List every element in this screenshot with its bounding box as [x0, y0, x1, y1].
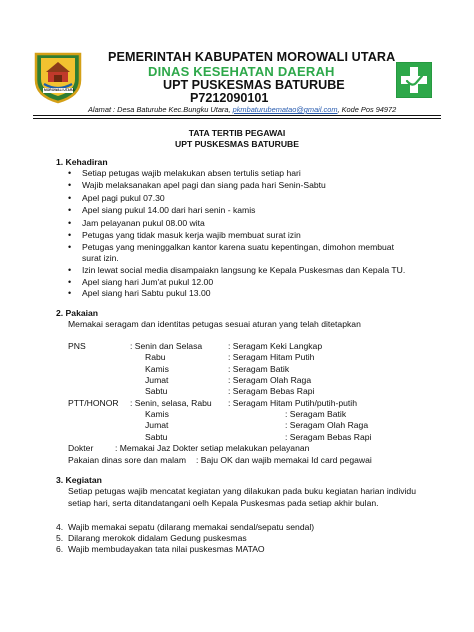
list-item-continued: surat izin.: [82, 253, 119, 263]
header-code: P7212090101: [190, 91, 269, 105]
ptt-day: : Senin, selasa, Rabu: [130, 398, 212, 408]
list-item: Apel siang hari Jum'at pukul 12.00: [82, 277, 214, 287]
bullet-icon: •: [68, 242, 72, 252]
kegiatan-paragraph: Setiap petugas wajib mencatat kegiatan yang dilakukan pada buku kegiatan harian individu setiap hari, serta ditandatangani oelh Kepala Puskesmas pada setiap akhir bulan.: [68, 486, 416, 508]
section-kegiatan-heading: 3. Kegiatan: [56, 475, 102, 485]
ptt-uniform: : Seragam Bebas Rapi: [285, 432, 372, 442]
sore-text: : Baju OK dan wajib memakai Id card pegawai: [196, 455, 372, 465]
pns-uniform: : Seragam Hitam Putih: [228, 352, 315, 362]
header-department: DINAS KESEHATAN DAERAH: [148, 64, 335, 79]
list-item: Apel pagi pukul 07.30: [82, 193, 165, 203]
pns-uniform: : Seragam Bebas Rapi: [228, 386, 315, 396]
list-item: Apel siang pukul 14.00 dari hari senin - kamis: [82, 205, 256, 215]
list-item: Setiap petugas wajib melakukan absen tertulis setiap hari: [82, 168, 301, 178]
rule-text: Wajib memakai sepatu (dilarang memakai sendal/sepatu sendal): [68, 522, 315, 532]
bullet-icon: •: [68, 218, 72, 228]
pns-day: : Senin dan Selasa: [130, 341, 203, 351]
pns-day: Kamis: [145, 364, 169, 374]
dokter-label: Dokter: [68, 443, 94, 453]
rule-number: 5.: [56, 533, 64, 543]
ptt-day: Sabtu: [145, 432, 168, 442]
header-government: PEMERINTAH KABUPATEN MOROWALI UTARA: [108, 50, 396, 64]
sore-label: Pakaian dinas sore dan malam: [68, 455, 186, 465]
list-item: Petugas yang tidak masuk kerja wajib membuat surat izin: [82, 230, 301, 240]
pns-label: PNS: [68, 341, 86, 351]
address-email-link[interactable]: pkmbaturubematao@gmail.com: [232, 105, 338, 114]
rule-number: 6.: [56, 544, 64, 554]
pns-uniform: : Seragam Batik: [228, 364, 290, 374]
pns-day: Sabtu: [145, 386, 168, 396]
document-title: TATA TERTIB PEGAWAI: [188, 128, 286, 138]
section-kehadiran-heading: 1. Kehadiran: [56, 157, 108, 167]
ptt-uniform: : Seragam Hitam Putih/putih-putih: [228, 398, 357, 408]
letterhead-divider: [33, 115, 441, 116]
section-pakaian-heading: 2. Pakaian: [56, 308, 99, 318]
document-subtitle: UPT PUSKESMAS BATURUBE: [175, 139, 299, 149]
ptt-label: PTT/HONOR: [68, 398, 119, 408]
health-cross-logo: [396, 62, 432, 98]
ptt-day: Jumat: [145, 420, 169, 430]
bullet-icon: •: [68, 277, 72, 287]
bullet-icon: •: [68, 230, 72, 240]
header-puskesmas: UPT PUSKESMAS BATURUBE: [163, 78, 345, 92]
bullet-icon: •: [68, 193, 72, 203]
bullet-icon: •: [68, 205, 72, 215]
dokter-text: : Memakai Jaz Dokter setiap melakukan pelayanan: [115, 443, 310, 453]
ptt-day: Kamis: [145, 409, 169, 419]
address-text: Alamat : Desa Baturube Kec.Bungku Utara,: [88, 105, 231, 114]
logo-text: MOROWALI UTARA: [44, 88, 75, 92]
header-address: [88, 104, 396, 115]
pakaian-intro: Memakai seragam dan identitas petugas sesuai aturan yang telah ditetapkan: [68, 319, 361, 329]
bullet-icon: •: [68, 288, 72, 298]
pns-uniform: : Seragam Olah Raga: [228, 375, 312, 385]
regency-logo: [32, 50, 84, 104]
bullet-icon: •: [68, 180, 72, 190]
rule-number: 4.: [56, 522, 64, 532]
pns-day: Rabu: [145, 352, 166, 362]
list-item: Petugas yang meninggalkan kantor karena suatu kepentingan, dimohon membuat: [82, 242, 394, 252]
pns-uniform: : Seragam Keki Langkap: [228, 341, 323, 351]
bullet-icon: •: [68, 168, 72, 178]
bullet-icon: •: [68, 265, 72, 275]
pns-day: Jumat: [145, 375, 169, 385]
rule-text: Dilarang merokok didalam Gedung puskesmas: [68, 533, 247, 543]
list-item: Wajib melaksanakan apel pagi dan siang pada hari Senin-Sabtu: [82, 180, 326, 190]
ptt-uniform: : Seragam Olah Raga: [285, 420, 369, 430]
ptt-uniform: : Seragam Batik: [285, 409, 347, 419]
list-item: Izin lewat social media disampaiakn langsung ke Kepala Puskesmas dan Kepala TU.: [82, 265, 406, 275]
rule-text: Wajib membudayakan tata nilai puskesmas MATAO: [68, 544, 265, 554]
list-item: Jam pelayanan pukul 08.00 wita: [82, 218, 205, 228]
address-postcode: , Kode Pos 94972: [337, 105, 397, 114]
list-item: Apel siang hari Sabtu pukul 13.00: [82, 288, 211, 298]
letterhead-divider-thin: [33, 118, 441, 119]
